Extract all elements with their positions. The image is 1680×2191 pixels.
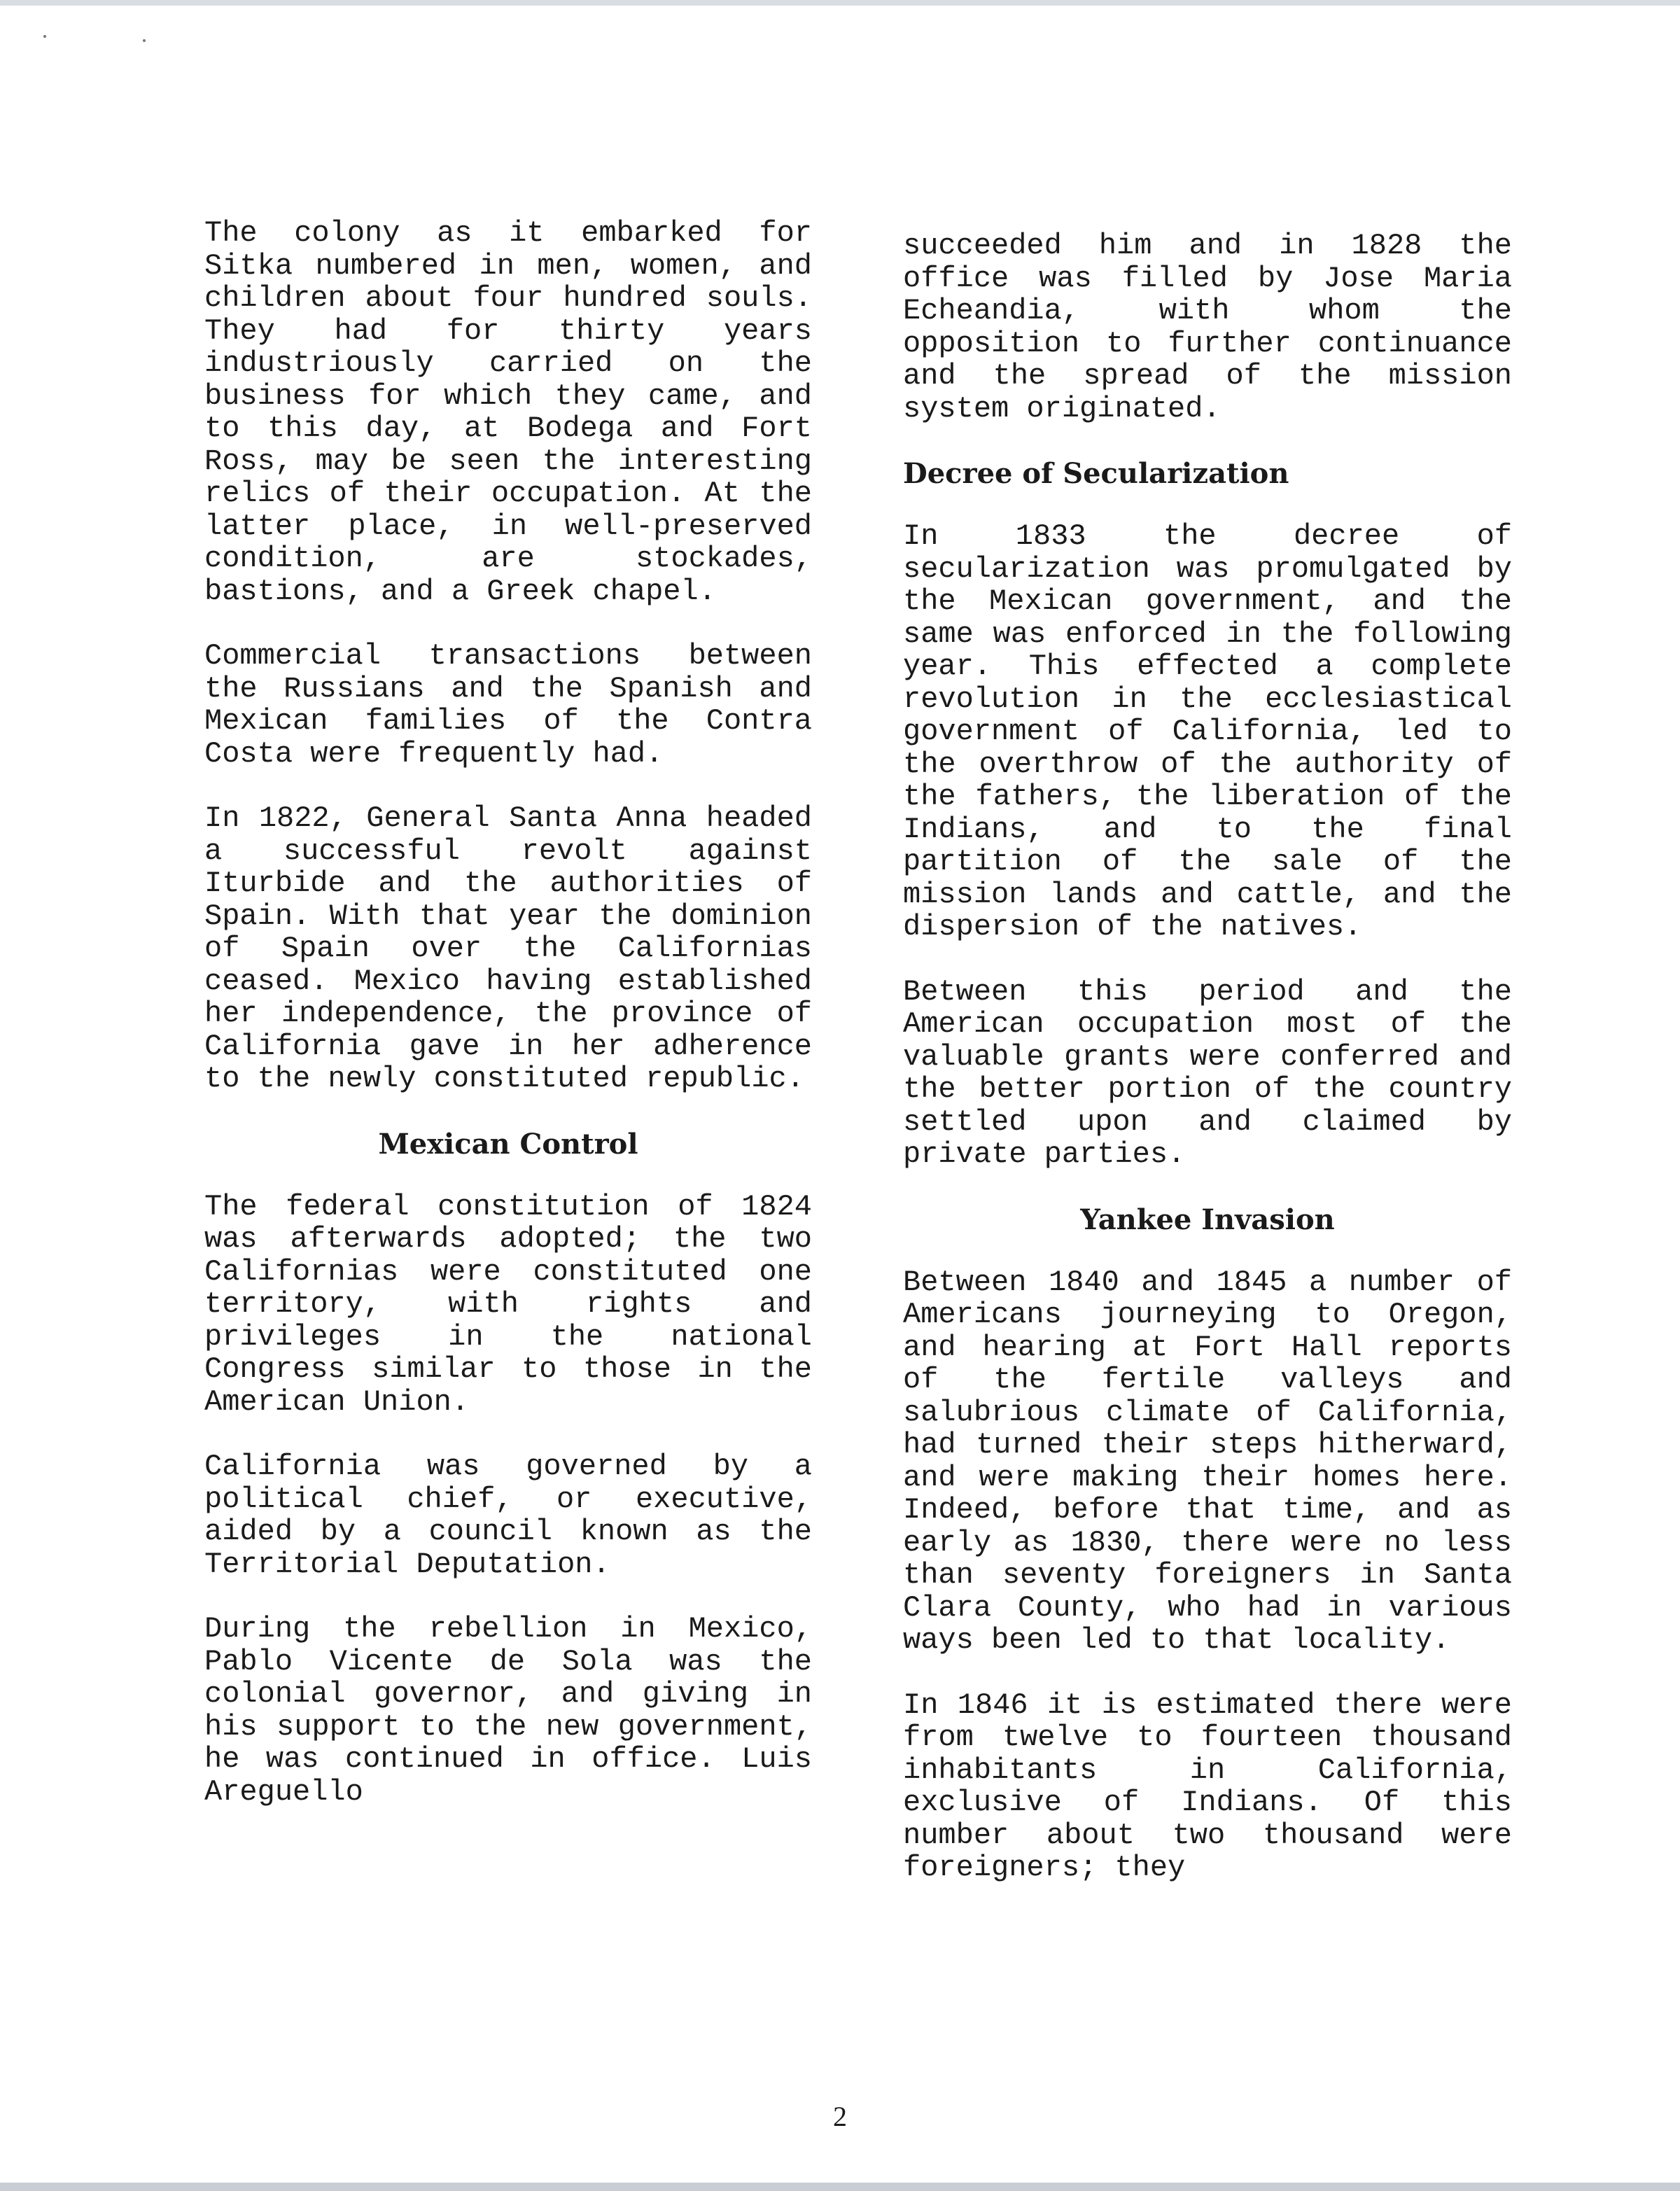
right-column xyxy=(903,230,1512,1917)
scan-speck xyxy=(43,35,46,38)
paragraph: California was governed by a political chief, or executive, aided by a council known as the Territorial Deputation. xyxy=(204,1450,812,1581)
section-heading-yankee-invasion: Yankee Invasion xyxy=(1080,1203,1335,1236)
section-heading-mexican-control: Mexican Control xyxy=(378,1127,638,1161)
page-number: 2 xyxy=(833,2101,847,2132)
paragraph: During the rebellion in Mexico, Pablo Vicente de Sola was the colonial governor, and giving in his support to the new government, he was continued in office. Luis Areguello xyxy=(204,1612,812,1809)
paragraph: In 1833 the decree of secularization was promulgated by the Mexican government, and the same was enforced in the following year. This effected a complete revolution in the ecclesiastical government of California, led to the overthrow of the authority of the fathers, the liberation of the Indians, and to the final partition of the sale of the mission lands and cattle, and the dispersion of the natives. xyxy=(903,519,1512,944)
left-column xyxy=(204,217,812,1840)
paragraph: Between this period and the American occupation most of the valuable grants were conferred and the better portion of the country settled upon and claimed by private parties. xyxy=(903,974,1512,1171)
paragraph: The colony as it embarked for Sitka numbered in men, women, and children about four hundred souls. They had for thirty years industriously carried on the business for which they came, and to this day, at Bodega and Fort Ross, may be seen the interesting relics of their occupation. At the latter place, in well-preserved condition, are stockades, bastions, and a Greek chapel. xyxy=(204,216,812,608)
paragraph: Between 1840 and 1845 a number of Americans journeying to Oregon, and hearing at Fort Hall reports of the fertile valleys and salubrious climate of California, had turned their steps hitherward, and were making their homes here. Indeed, before that time, and as early as 1830, there were no less than seventy foreigners in Santa Clara County, who had in various ways been led to that locality. xyxy=(903,1265,1512,1657)
paragraph: succeeded him and in 1828 the office was filled by Jose Maria Echeandia, with whom the opposition to further continuance and the spread of the mission system originated. xyxy=(903,229,1512,426)
paragraph: The federal constitution of 1824 was afterwards adopted; the two Californias were constituted one territory, with rights and privileges in the national Congress similar to those in the American Union. xyxy=(204,1189,812,1419)
paragraph: Commercial transactions between the Russians and the Spanish and Mexican families of the Contra Costa were frequently had. xyxy=(204,639,812,771)
scan-bottom-edge xyxy=(0,2183,1680,2191)
paragraph: In 1846 it is estimated there were from twelve to fourteen thousand inhabitants in California, exclusive of Indians. Of this number about two thousand were foreigners; they xyxy=(903,1688,1512,1884)
section-heading-decree-of-secularization: Decree of Secularization xyxy=(903,457,1289,490)
scan-top-edge xyxy=(0,0,1680,6)
paragraph: In 1822, General Santa Anna headed a successful revolt against Iturbide and the authorities of Spain. With that year the dominion of Spain over the Californias ceased. Mexico having established her independence, the province of California gave in her adherence to the newly constituted republic. xyxy=(204,802,812,1096)
scan-speck xyxy=(143,39,146,42)
